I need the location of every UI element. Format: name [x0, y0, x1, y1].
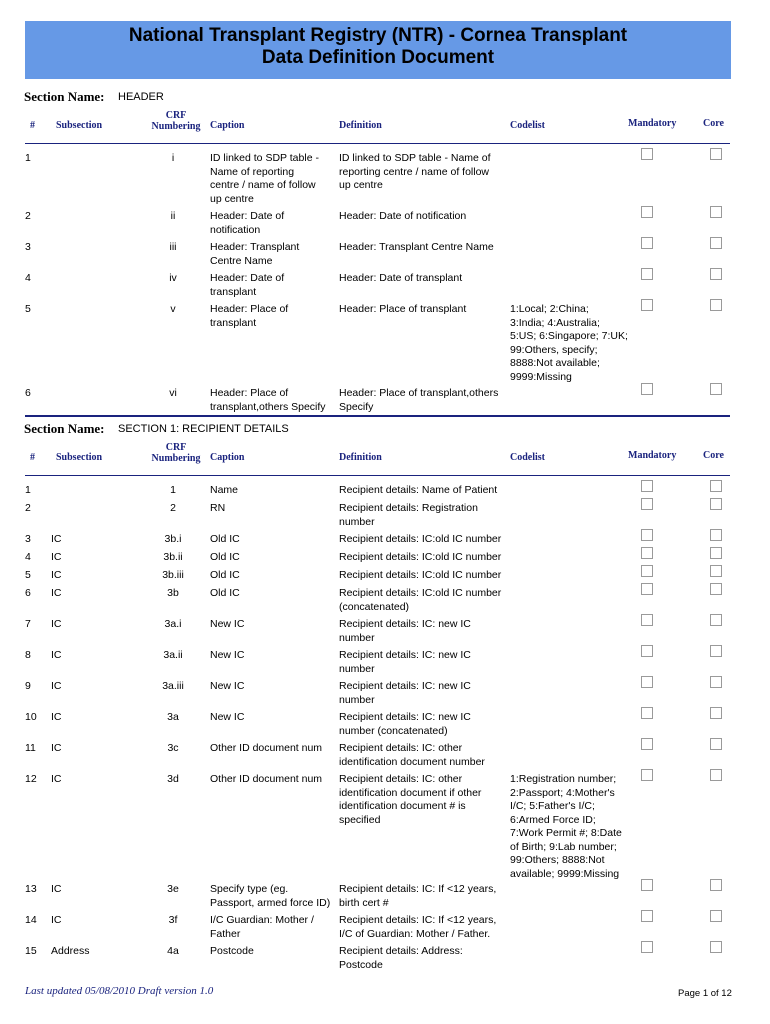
row-caption: ID linked to SDP table - Name of reporting centre / name of follow up centre	[210, 152, 319, 205]
col-header-caption: Caption	[210, 452, 245, 463]
mandatory-checkbox[interactable]	[641, 383, 653, 395]
mandatory-checkbox[interactable]	[641, 614, 653, 626]
row-crf-numbering: 4a	[167, 945, 179, 957]
row-crf-numbering: 3b.ii	[163, 551, 183, 563]
row-caption: Other ID document num	[210, 773, 323, 785]
core-checkbox[interactable]	[710, 547, 722, 559]
row-caption: Specify type (eg. Passport, armed force ID)	[210, 883, 331, 909]
col-header-num: #	[30, 452, 35, 463]
row-crf-numbering: 2	[170, 502, 176, 514]
col-header-caption: Caption	[210, 120, 245, 131]
col-header-subsection: Subsection	[56, 452, 103, 463]
row-subsection: IC	[51, 680, 62, 692]
section-end-divider	[25, 415, 730, 417]
row-subsection: IC	[51, 551, 62, 563]
row-number: 4	[25, 551, 31, 563]
row-number: 13	[25, 883, 37, 895]
row-crf-numbering: 3e	[167, 883, 179, 895]
col-header-core: Core	[703, 450, 724, 461]
col-header-definition: Definition	[339, 452, 382, 463]
section-name: HEADER	[118, 91, 164, 103]
section-name: SECTION 1: RECIPIENT DETAILS	[118, 423, 289, 435]
row-caption: Header: Date of notification	[210, 210, 285, 236]
row-definition: Recipient details: IC: If <12 years, I/C of Guardian: Mother / Father.	[339, 914, 497, 940]
row-codelist: 1:Local; 2:China; 3:India; 4:Australia; 5:US; 6:Singapore; 7:UK; 99:Others, specify; 8888:Not available; 9999:Missing	[510, 303, 628, 383]
mandatory-checkbox[interactable]	[641, 910, 653, 922]
section-label: Section Name:	[24, 89, 105, 104]
row-codelist: 1:Registration number; 2:Passport; 4:Mother's I/C; 5:Father's I/C; 6:Armed Force ID; 7:Work Permit #; 8:Date of Birth; 9:Lab number; 99:Others; 8888:Not available; 9999:Missing	[510, 773, 622, 880]
row-subsection: IC	[51, 711, 62, 723]
row-number: 6	[25, 587, 31, 599]
row-caption: Header: Transplant Centre Name	[210, 241, 300, 267]
core-checkbox[interactable]	[710, 769, 722, 781]
row-subsection: IC	[51, 914, 62, 926]
row-subsection: IC	[51, 618, 62, 630]
mandatory-checkbox[interactable]	[641, 547, 653, 559]
row-number: 1	[25, 152, 31, 164]
row-caption: Old IC	[210, 569, 240, 581]
row-caption: New IC	[210, 618, 245, 630]
footer-last-updated: Last updated 05/08/2010 Draft version 1.0	[25, 985, 214, 997]
row-number: 14	[25, 914, 37, 926]
row-number: 3	[25, 533, 31, 545]
row-definition: Recipient details: IC: new IC number	[339, 618, 471, 644]
mandatory-checkbox[interactable]	[641, 480, 653, 492]
row-definition: Header: Date of transplant	[339, 272, 463, 284]
row-crf-numbering: 3a	[167, 711, 179, 723]
row-definition: Header: Place of transplant	[339, 303, 467, 315]
mandatory-checkbox[interactable]	[641, 237, 653, 249]
row-definition: Recipient details: IC:old IC number	[339, 533, 502, 545]
row-crf-numbering: 3d	[167, 773, 179, 785]
row-crf-numbering: 1	[170, 484, 176, 496]
document-title	[25, 21, 731, 79]
row-number: 10	[25, 711, 37, 723]
row-crf-numbering: 3b.i	[164, 533, 182, 545]
col-header-mandatory: Mandatory	[628, 450, 677, 461]
col-header-crf: CRF Numbering	[151, 442, 201, 464]
mandatory-checkbox[interactable]	[641, 879, 653, 891]
core-checkbox[interactable]	[710, 910, 722, 922]
mandatory-checkbox[interactable]	[641, 941, 653, 953]
header-divider	[25, 143, 730, 144]
row-crf-numbering: vi	[169, 387, 177, 399]
row-definition: Recipient details: Address: Postcode	[339, 945, 463, 971]
mandatory-checkbox[interactable]	[641, 707, 653, 719]
row-number: 4	[25, 272, 31, 284]
core-checkbox[interactable]	[710, 237, 722, 249]
row-number: 5	[25, 303, 31, 315]
row-definition: Recipient details: IC: other identification document if other identification document # is specified	[339, 773, 482, 826]
core-checkbox[interactable]	[710, 941, 722, 953]
row-caption: Old IC	[210, 551, 240, 563]
row-number: 3	[25, 241, 31, 253]
col-header-core: Core	[703, 118, 724, 129]
row-caption: Header: Place of transplant	[210, 303, 289, 329]
mandatory-checkbox[interactable]	[641, 738, 653, 750]
row-subsection: IC	[51, 569, 62, 581]
col-header-crf: CRF Numbering	[151, 110, 201, 132]
row-subsection: IC	[51, 742, 62, 754]
core-checkbox[interactable]	[710, 879, 722, 891]
row-crf-numbering: 3b	[167, 587, 179, 599]
row-crf-numbering: ii	[170, 210, 176, 222]
row-number: 11	[25, 742, 36, 754]
row-caption: Postcode	[210, 945, 254, 957]
mandatory-checkbox[interactable]	[641, 676, 653, 688]
row-number: 15	[25, 945, 37, 957]
row-caption: I/C Guardian: Mother / Father	[210, 914, 314, 940]
row-caption: Name	[210, 484, 239, 496]
row-crf-numbering: v	[170, 303, 176, 315]
row-caption: Header: Date of transplant	[210, 272, 285, 298]
core-checkbox[interactable]	[710, 299, 722, 311]
core-checkbox[interactable]	[710, 148, 722, 160]
mandatory-checkbox[interactable]	[641, 498, 653, 510]
row-subsection: IC	[51, 649, 62, 661]
core-checkbox[interactable]	[710, 583, 722, 595]
row-caption: New IC	[210, 711, 245, 723]
core-checkbox[interactable]	[710, 707, 722, 719]
row-definition: Recipient details: IC:old IC number	[339, 551, 502, 563]
row-caption: RN	[210, 502, 226, 514]
col-header-mandatory: Mandatory	[628, 118, 677, 129]
core-checkbox[interactable]	[710, 565, 722, 577]
mandatory-checkbox[interactable]	[641, 565, 653, 577]
mandatory-checkbox[interactable]	[641, 645, 653, 657]
core-checkbox[interactable]	[710, 738, 722, 750]
row-definition: Recipient details: IC: new IC number	[339, 680, 471, 706]
row-definition: Recipient details: Registration number	[339, 502, 478, 528]
mandatory-checkbox[interactable]	[641, 148, 653, 160]
row-number: 12	[25, 773, 37, 785]
mandatory-checkbox[interactable]	[641, 529, 653, 541]
row-caption: Old IC	[210, 587, 240, 599]
row-definition: Header: Place of transplant,others Specify	[339, 387, 499, 413]
row-subsection: IC	[51, 883, 62, 895]
row-subsection: IC	[51, 533, 62, 545]
core-checkbox[interactable]	[710, 480, 722, 492]
core-checkbox[interactable]	[710, 268, 722, 280]
footer-page-number: Page 1 of 12	[678, 988, 732, 999]
title-line-1: National Transplant Registry (NTR) - Cornea Transplant	[128, 25, 628, 46]
core-checkbox[interactable]	[710, 676, 722, 688]
title-line-2: Data Definition Document	[261, 47, 495, 68]
row-number: 2	[25, 502, 31, 514]
core-checkbox[interactable]	[710, 498, 722, 510]
row-crf-numbering: 3b.iii	[162, 569, 184, 581]
row-definition: Recipient details: IC: new IC number (concatenated)	[339, 711, 471, 737]
row-caption: Old IC	[210, 533, 240, 545]
col-header-subsection: Subsection	[56, 120, 103, 131]
row-definition: Recipient details: IC:old IC number	[339, 569, 502, 581]
row-crf-numbering: 3a.i	[164, 618, 182, 630]
mandatory-checkbox[interactable]	[641, 299, 653, 311]
row-number: 1	[25, 484, 31, 496]
row-caption: New IC	[210, 649, 245, 661]
row-subsection: IC	[51, 587, 62, 599]
row-definition: Recipient details: IC: If <12 years, birth cert #	[339, 883, 497, 909]
row-definition: Recipient details: IC: other identification document number	[339, 742, 485, 768]
row-definition: Header: Transplant Centre Name	[339, 241, 494, 253]
row-number: 2	[25, 210, 31, 222]
col-header-codelist: Codelist	[510, 120, 545, 131]
row-definition: ID linked to SDP table - Name of reporting centre / name of follow up centre	[339, 152, 491, 191]
core-checkbox[interactable]	[710, 383, 722, 395]
row-crf-numbering: 3a.ii	[163, 649, 183, 661]
col-header-codelist: Codelist	[510, 452, 545, 463]
row-subsection: IC	[51, 773, 62, 785]
row-caption: Header: Place of transplant,others Specify	[210, 387, 326, 413]
row-caption: New IC	[210, 680, 245, 692]
core-checkbox[interactable]	[710, 529, 722, 541]
mandatory-checkbox[interactable]	[641, 206, 653, 218]
row-definition: Header: Date of notification	[339, 210, 467, 222]
row-number: 8	[25, 649, 31, 661]
mandatory-checkbox[interactable]	[641, 769, 653, 781]
row-crf-numbering: i	[171, 152, 175, 164]
row-number: 6	[25, 387, 31, 399]
row-number: 5	[25, 569, 31, 581]
col-header-num: #	[30, 120, 35, 131]
core-checkbox[interactable]	[710, 645, 722, 657]
row-crf-numbering: iii	[169, 241, 177, 253]
row-definition: Recipient details: IC: new IC number	[339, 649, 471, 675]
section-label: Section Name:	[24, 421, 105, 436]
core-checkbox[interactable]	[710, 614, 722, 626]
col-header-definition: Definition	[339, 120, 382, 131]
row-definition: Recipient details: IC:old IC number (concatenated)	[339, 587, 502, 613]
row-crf-numbering: iv	[169, 272, 177, 284]
row-subsection: Address	[51, 945, 90, 957]
row-crf-numbering: 3a.iii	[162, 680, 184, 692]
mandatory-checkbox[interactable]	[641, 583, 653, 595]
row-definition: Recipient details: Name of Patient	[339, 484, 498, 496]
row-number: 7	[25, 618, 31, 630]
core-checkbox[interactable]	[710, 206, 722, 218]
row-crf-numbering: 3c	[167, 742, 179, 754]
header-divider	[25, 475, 730, 476]
row-caption: Other ID document num	[210, 742, 323, 754]
row-number: 9	[25, 680, 31, 692]
row-crf-numbering: 3f	[168, 914, 178, 926]
mandatory-checkbox[interactable]	[641, 268, 653, 280]
